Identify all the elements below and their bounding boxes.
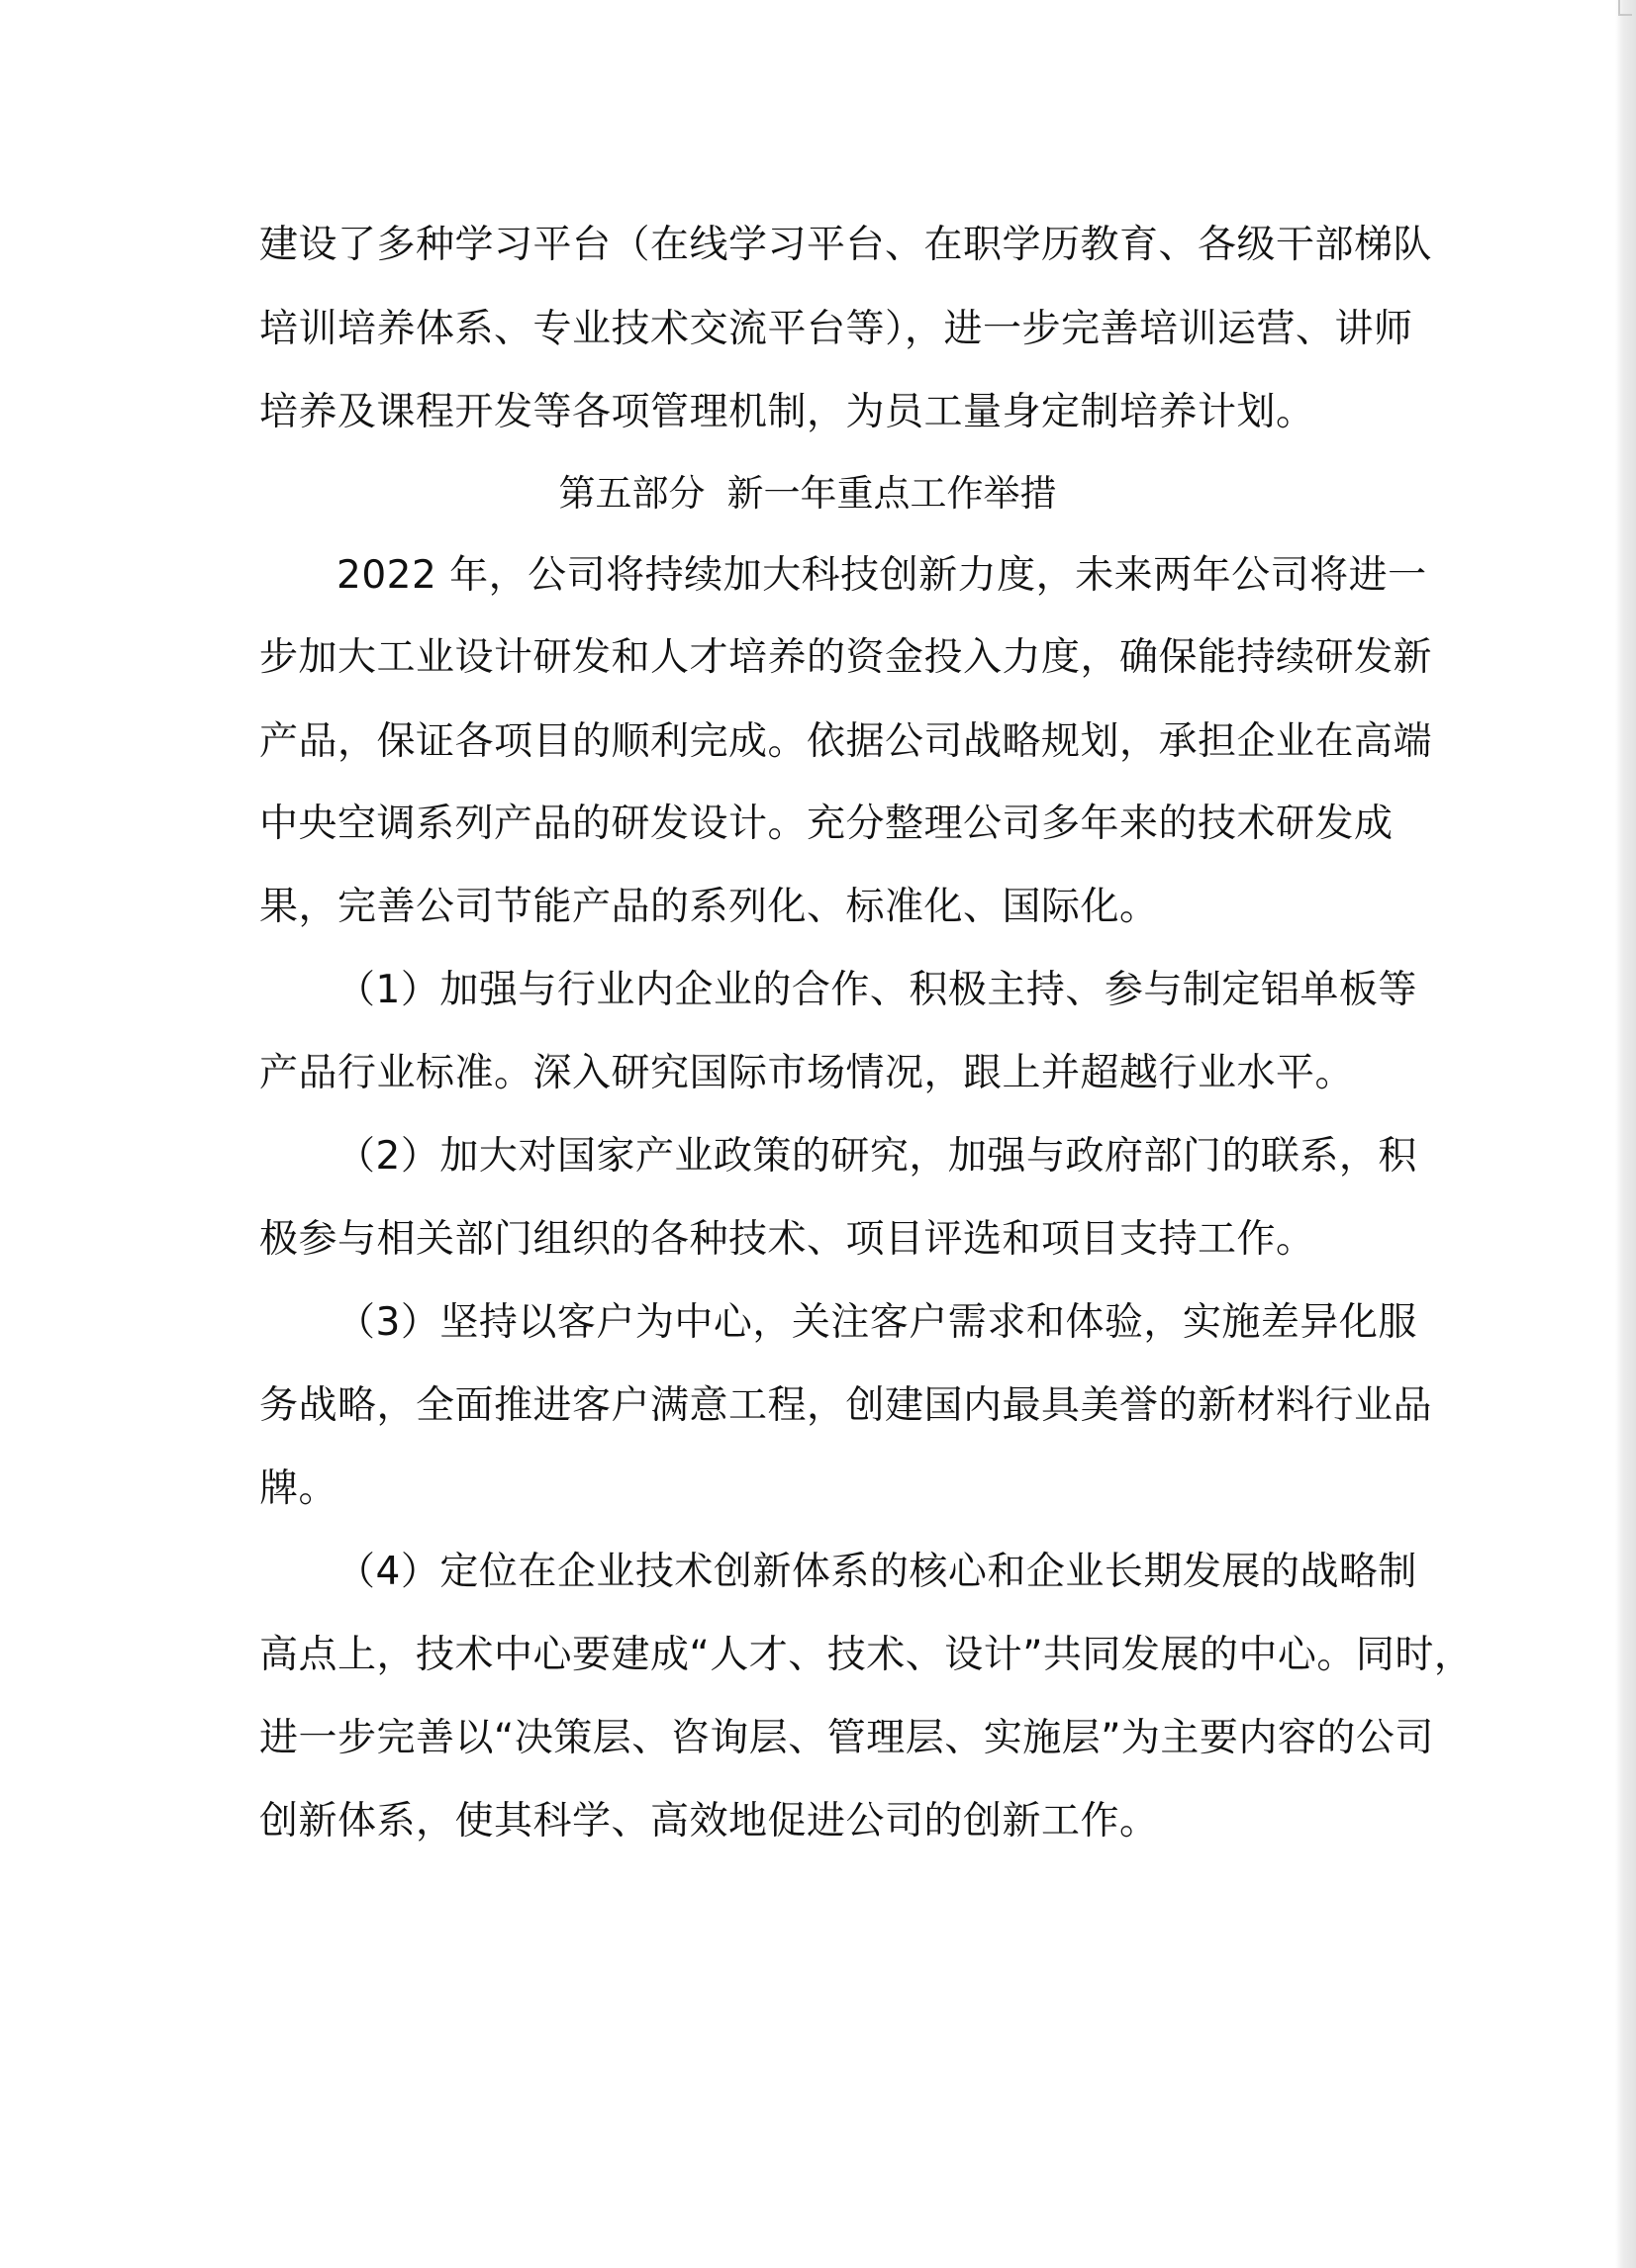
section-heading-title: 新一年重点工作举措 bbox=[726, 472, 1057, 515]
item-4-line-3: 进一步完善以“决策层、咨询层、管理层、实施层”为主要内容的公司 bbox=[259, 1716, 1434, 1760]
paragraph-line-2: 步加大工业设计研发和人才培养的资金投入力度，确保能持续研发新 bbox=[259, 635, 1433, 680]
page-edge-shadow bbox=[1615, 0, 1636, 2268]
paragraph-line-3: 产品，保证各项目的顺利完成。依据公司战略规划，承担企业在高端 bbox=[259, 719, 1433, 764]
intro-line-3: 培养及课程开发等各项管理机制，为员工量身定制培养计划。 bbox=[259, 390, 1315, 434]
item-2-line-1: （2）加大对国家产业政策的研究，加强与政府部门的联系，积 bbox=[337, 1134, 1417, 1179]
item-4-line-1: （4）定位在企业技术创新体系的核心和企业长期发展的战略制 bbox=[337, 1550, 1417, 1594]
item-1-line-2: 产品行业标准。深入研究国际市场情况，跟上并超越行业水平。 bbox=[259, 1051, 1355, 1095]
intro-line-1: 建设了多种学习平台（在线学习平台、在职学历教育、各级干部梯队 bbox=[259, 223, 1433, 267]
item-2-line-2: 极参与相关部门组织的各种技术、项目评选和项目支持工作。 bbox=[259, 1217, 1315, 1262]
corner-mark bbox=[1618, 0, 1632, 16]
section-heading-part: 第五部分 bbox=[558, 472, 706, 515]
item-3-line-1: （3）坚持以客户为中心，关注客户需求和体验，实施差异化服 bbox=[337, 1300, 1417, 1345]
paragraph-line-4: 中央空调系列产品的研发设计。充分整理公司多年来的技术研发成 bbox=[259, 802, 1394, 846]
item-3-line-3: 牌。 bbox=[259, 1466, 338, 1511]
item-4-line-2: 高点上，技术中心要建成“人才、技术、设计”共同发展的中心。同时， bbox=[259, 1633, 1474, 1677]
item-1-line-1: （1）加强与行业内企业的合作、积极主持、参与制定铝单板等 bbox=[337, 968, 1417, 1012]
item-4-line-4: 创新体系，使其科学、高效地促进公司的创新工作。 bbox=[259, 1799, 1159, 1843]
paragraph-line-5: 果，完善公司节能产品的系列化、标准化、国际化。 bbox=[259, 885, 1159, 929]
paragraph-line-1: 2022 年，公司将持续加大科技创新力度，未来两年公司将进一 bbox=[337, 553, 1427, 598]
item-3-line-2: 务战略，全面推进客户满意工程，创建国内最具美誉的新材料行业品 bbox=[259, 1383, 1433, 1428]
section-heading bbox=[0, 472, 1615, 516]
intro-line-2: 培训培养体系、专业技术交流平台等），进一步完善培训运营、讲师 bbox=[259, 307, 1413, 351]
